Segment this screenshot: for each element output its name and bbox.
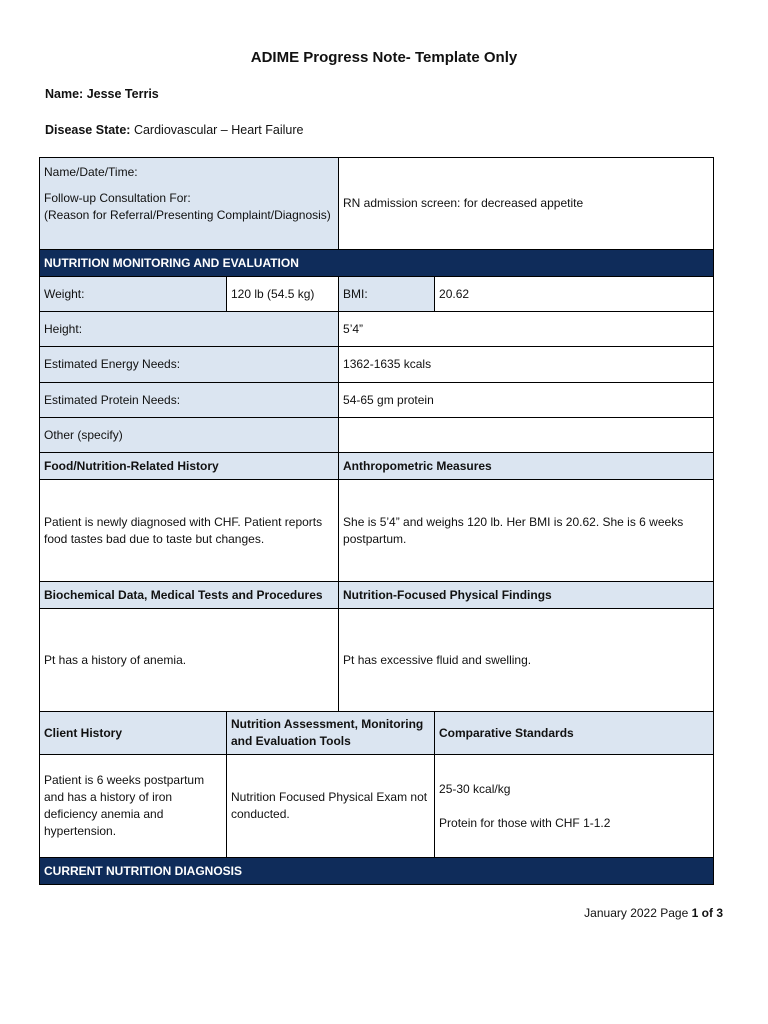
comparative-standards-header: Comparative Standards <box>435 712 714 755</box>
patient-name-line <box>45 87 159 101</box>
weight-row <box>40 277 714 312</box>
other-label: Other (specify) <box>40 418 339 453</box>
consult-row <box>40 158 714 250</box>
name-value: Jesse Terris <box>86 87 159 101</box>
physical-findings-text: Pt has excessive fluid and swelling. <box>339 609 714 712</box>
height-value: 5’4” <box>339 312 714 347</box>
consult-label-3: (Reason for Referral/Presenting Complaint/Diagnosis) <box>44 208 331 222</box>
disease-value: Cardiovascular – Heart Failure <box>133 123 304 137</box>
height-row <box>40 312 714 347</box>
standards-line-1: 25-30 kcal/kg <box>439 781 511 796</box>
footer-date: January 2022 Page <box>584 906 689 920</box>
disease-state-line <box>45 123 303 137</box>
consult-value-cell: RN admission screen: for decreased appetite <box>339 158 714 250</box>
document-title: ADIME Progress Note- Template Only <box>250 49 518 66</box>
height-label: Height: <box>40 312 339 347</box>
other-value <box>339 418 714 453</box>
client-history-header: Client History <box>40 712 227 755</box>
protein-label: Estimated Protein Needs: <box>40 383 339 418</box>
weight-value: 120 lb (54.5 kg) <box>227 277 339 312</box>
standards-line-2: Protein for those with CHF 1-1.2 <box>439 815 611 830</box>
bmi-value: 20.62 <box>435 277 714 312</box>
adime-form-table <box>39 157 714 885</box>
protein-value: 54-65 gm protein <box>339 383 714 418</box>
biochemical-header: Biochemical Data, Medical Tests and Procedures <box>40 582 339 609</box>
weight-label: Weight: <box>40 277 227 312</box>
anthropometric-header: Anthropometric Measures <box>339 453 714 480</box>
footer-of: of <box>701 906 713 920</box>
consult-label-1: Name/Date/Time: <box>44 165 138 179</box>
consult-label-cell <box>40 158 339 250</box>
disease-label: Disease State: <box>45 123 131 137</box>
monitoring-section-header: NUTRITION MONITORING AND EVALUATION <box>40 250 714 277</box>
comparative-standards-cell <box>435 755 714 858</box>
footer-page-number: 1 <box>691 906 699 920</box>
anthropometric-text: She is 5’4” and weighs 120 lb. Her BMI is 20.62. She is 6 weeks postpartum. <box>339 480 714 582</box>
client-history-text: Patient is 6 weeks postpartum and has a history of iron deficiency anemia and hypertension. <box>40 755 227 858</box>
page-footer <box>584 906 723 920</box>
protein-row <box>40 383 714 418</box>
name-label: Name: <box>45 87 84 101</box>
footer-page-total: 3 <box>716 906 723 920</box>
energy-row <box>40 347 714 383</box>
assessment-tools-text: Nutrition Focused Physical Exam not conducted. <box>227 755 435 858</box>
energy-value: 1362-1635 kcals <box>339 347 714 383</box>
biochemical-text: Pt has a history of anemia. <box>40 609 339 712</box>
physical-findings-header: Nutrition-Focused Physical Findings <box>339 582 714 609</box>
food-history-header: Food/Nutrition-Related History <box>40 453 339 480</box>
other-row <box>40 418 714 453</box>
bmi-label: BMI: <box>339 277 435 312</box>
assessment-tools-header: Nutrition Assessment, Monitoring and Evaluation Tools <box>227 712 435 755</box>
energy-label: Estimated Energy Needs: <box>40 347 339 383</box>
consult-label-2: Follow-up Consultation For: <box>44 191 191 205</box>
diagnosis-section-header: CURRENT NUTRITION DIAGNOSIS <box>40 858 714 885</box>
food-history-text: Patient is newly diagnosed with CHF. Patient reports food tastes bad due to taste but changes. <box>40 480 339 582</box>
